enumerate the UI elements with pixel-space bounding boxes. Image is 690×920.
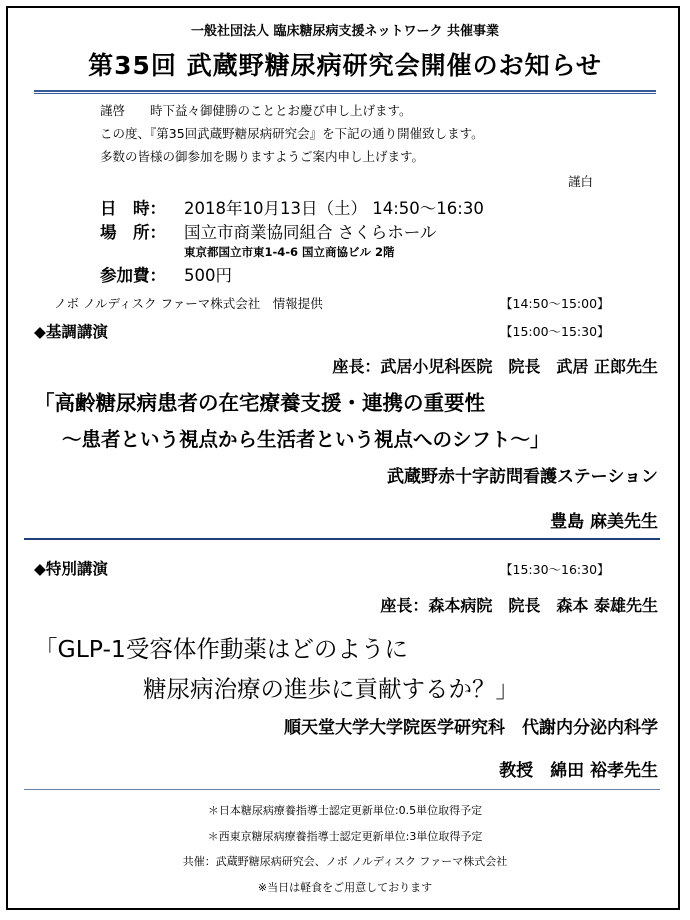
place-label: 場 所： bbox=[100, 223, 166, 242]
credit-note-2: ＊西東京糖尿病療養指導士認定更新単位:3単位取得予定 bbox=[207, 830, 483, 843]
keynote-affiliation: 武蔵野赤十字訪問看護ステーション bbox=[387, 467, 658, 487]
keynote-chair: 座長：武居小児科医院 院長 武居 正郎先生 bbox=[332, 357, 658, 376]
date-value: 2018年10月13日（土） 14:50～16:30 bbox=[184, 199, 484, 218]
special-heading: ◆特別講演 bbox=[34, 560, 108, 578]
credit-note-1: ＊日本糖尿病療養指導士認定更新単位:0.5単位取得予定 bbox=[207, 804, 483, 817]
greeting-line-1: 謹啓 時下益々御健勝のこととお慶び申し上げます。 bbox=[100, 103, 412, 118]
special-affiliation: 順天堂大学大学院医学研究科 代謝内分泌内科学 bbox=[284, 718, 658, 738]
special-time: 【15:30～16:30】 bbox=[500, 562, 610, 577]
place-value: 国立市商業協同組合 さくらホール bbox=[184, 223, 437, 242]
info-time: 【14:50～15:00】 bbox=[500, 296, 610, 311]
special-title-line-2: 糖尿病治療の進歩に貢献するか？」 bbox=[143, 675, 519, 703]
greeting-line-3: 多数の皆様の御参加を賜りますようご案内申し上げます。 bbox=[100, 149, 425, 164]
keynote-time: 【15:00～15:30】 bbox=[500, 324, 610, 339]
keynote-title-line-2: ～患者という視点から生活者という視点へのシフト～」 bbox=[62, 428, 550, 451]
special-speaker: 教授 綿田 裕孝先生 bbox=[499, 761, 658, 781]
keynote-title-line-1: 「高齢糖尿病患者の在宅療養支援・連携の重要性 bbox=[34, 391, 485, 415]
organizer-line: 一般社団法人 臨床糖尿病支援ネットワーク 共催事業 bbox=[190, 24, 500, 39]
fee-label: 参加費： bbox=[100, 266, 166, 285]
special-title-line-1: 「GLP-1受容体作動薬はどのように bbox=[34, 635, 408, 663]
info-provision: ノボ ノルディスク ファーマ株式会社 情報提供 bbox=[54, 296, 323, 311]
date-label: 日 時： bbox=[100, 199, 166, 218]
meal-note: ※当日は軽食をご用意しております bbox=[257, 881, 433, 894]
title-divider bbox=[34, 90, 656, 94]
special-chair: 座長：森本病院 院長 森本 泰雄先生 bbox=[380, 596, 658, 615]
greeting-line-2: この度、『第35回武蔵野糖尿病研究会』を下記の通り開催致します。 bbox=[100, 126, 484, 141]
page-title: 第35回 武蔵野糖尿病研究会開催のお知らせ bbox=[88, 51, 602, 80]
section-divider bbox=[24, 538, 660, 540]
place-address: 東京都国立市東1-4-6 国立商協ビル 2階 bbox=[184, 245, 395, 259]
greeting-closing: 謹白 bbox=[568, 174, 594, 189]
notes-divider bbox=[24, 789, 660, 790]
sponsors-line: 共催：武蔵野糖尿病研究会、ノボ ノルディスク ファーマ株式会社 bbox=[182, 855, 508, 868]
keynote-heading: ◆基調講演 bbox=[34, 323, 108, 341]
keynote-speaker: 豊島 麻美先生 bbox=[550, 512, 658, 532]
fee-value: 500円 bbox=[184, 266, 232, 285]
